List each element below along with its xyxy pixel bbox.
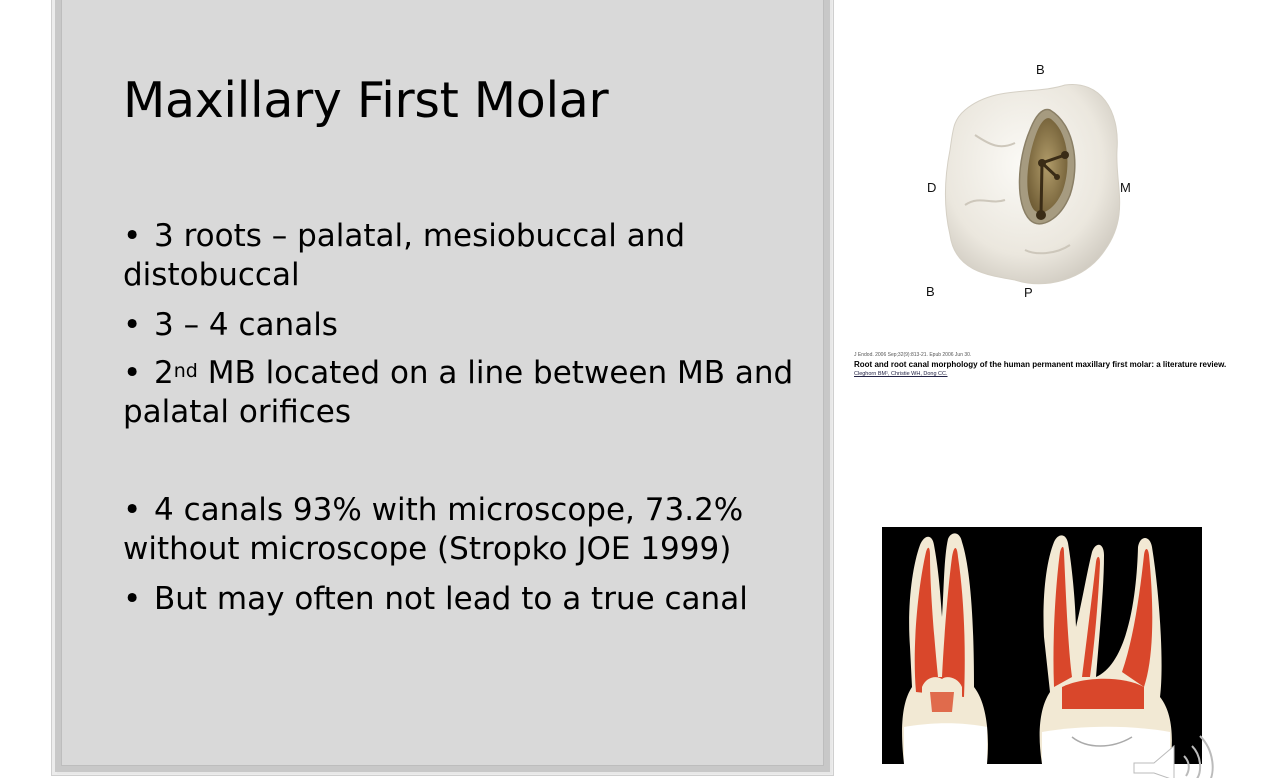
bullet-marker: •	[123, 581, 142, 617]
citation	[854, 352, 1226, 377]
citation-source: J Endod. 2006 Sep;32(9):813-21. Epub 2006 Jun 30.	[854, 352, 972, 358]
label-mesial: M	[1120, 180, 1131, 195]
bullet-marker: •	[123, 492, 142, 528]
molar-occlusal-illustration	[905, 55, 1155, 305]
citation-authors[interactable]: Cleghorn BM¹, Christie WH, Dong CC.	[854, 371, 948, 377]
label-palatal: P	[1024, 285, 1033, 300]
bullet-item: • 2nd MB located on a line between MB and palatal orifices	[123, 355, 794, 430]
bullet-item: • 3 roots – palatal, mesiobuccal and distobuccal	[123, 218, 686, 293]
citation-title[interactable]: Root and root canal morphology of the human permanent maxillary first molar: a literature review.	[854, 360, 1227, 369]
label-distal: D	[927, 180, 937, 195]
bullet-marker: •	[123, 355, 142, 391]
speaker-icon[interactable]	[1132, 728, 1232, 778]
label-buccal-top: B	[1036, 62, 1045, 77]
bullet-item: • 4 canals 93% with microscope, 73.2% without microscope (Stropko JOE 1999)	[123, 492, 744, 567]
bullet-item: • 3 – 4 canals	[123, 307, 338, 343]
label-buccal-bottom: B	[926, 284, 935, 299]
bullet-marker: •	[123, 307, 142, 343]
slide-title: Maxillary First Molar	[123, 72, 609, 129]
bullet-marker: •	[123, 218, 142, 254]
bullet-item: • But may often not lead to a true canal	[123, 581, 748, 617]
occlusal-molar-figure	[905, 55, 1155, 305]
